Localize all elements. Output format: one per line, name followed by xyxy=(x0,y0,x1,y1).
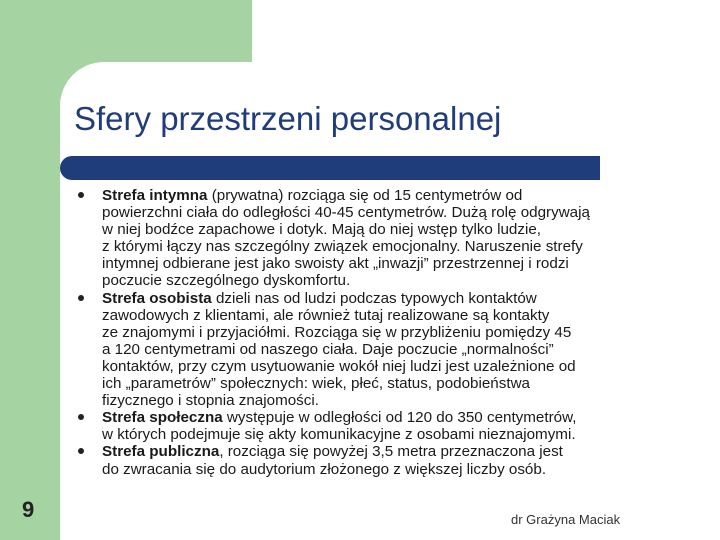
bullet-dot-icon xyxy=(78,448,84,454)
bullet-term: Strefa społeczna xyxy=(102,409,223,427)
bullet-body: (prywatna) rozciąga się od 15 centymetrów od powierzchni ciała do odległości 40-45 centymetrów. Dużą rolę odgrywają w niej bodźce zapachowe i dotyk. Mają do niej wstęp tylko ludzie, z którymi łączy nas szczególny związek emocjonalny. Naruszenie strefy intymnej odbierane jest jako swoisty akt „inwazji” przestrzennej i rodzi poczucie szczególnego dyskomfortu. xyxy=(102,187,590,290)
bullet-item-intimate-zone xyxy=(78,187,688,290)
bullet-item-public-zone xyxy=(78,443,688,477)
bullet-item-personal-zone xyxy=(78,290,688,410)
bullet-body: dzieli nas od ludzi podczas typowych kontaktów zawodowych z klientami, ale również tutaj realizowane są kontakty ze znajomymi i przyjaciółmi. Rozciąga się w przybliżeniu pomiędzy 45 a 120 centymetrami od naszego ciała. Daje poczucie „normalności” kontaktów, przy czym usytuowanie wokół niej ludzi jest uzależnione od ich „parametrów” społecznych: wiek, płeć, status, podobieństwa fizycznego i stopnia znajomości. xyxy=(102,289,576,410)
bullet-item-social-zone xyxy=(78,409,688,443)
bullet-dot-icon xyxy=(78,414,84,420)
bullet-text xyxy=(102,290,576,410)
bullet-text xyxy=(102,443,563,477)
bullet-body: występuje w odległości od 120 do 350 centymetrów, w których podejmuje się akty komunikacyjne z osobami nieznajomymi. xyxy=(102,409,577,444)
bullet-term: Strefa publiczna xyxy=(102,443,220,461)
bullet-dot-icon xyxy=(78,192,84,198)
bullet-dot-icon xyxy=(78,295,84,301)
bullet-body: , rozciąga się powyżej 3,5 metra przeznaczona jest do zwracania się do audytorium złożonego z większej liczby osób. xyxy=(102,443,563,478)
bullet-text xyxy=(102,187,590,289)
title-underline-bar xyxy=(60,156,600,180)
page-number: 9 xyxy=(22,497,35,522)
bullet-term: Strefa intymna xyxy=(102,187,208,204)
bullet-list xyxy=(78,187,688,478)
slide-title: Sfery przestrzeni personalnej xyxy=(74,100,502,137)
bullet-text xyxy=(102,409,576,443)
bullet-term: Strefa osobista xyxy=(102,289,212,307)
author-footer: dr Grażyna Maciak xyxy=(511,512,621,527)
